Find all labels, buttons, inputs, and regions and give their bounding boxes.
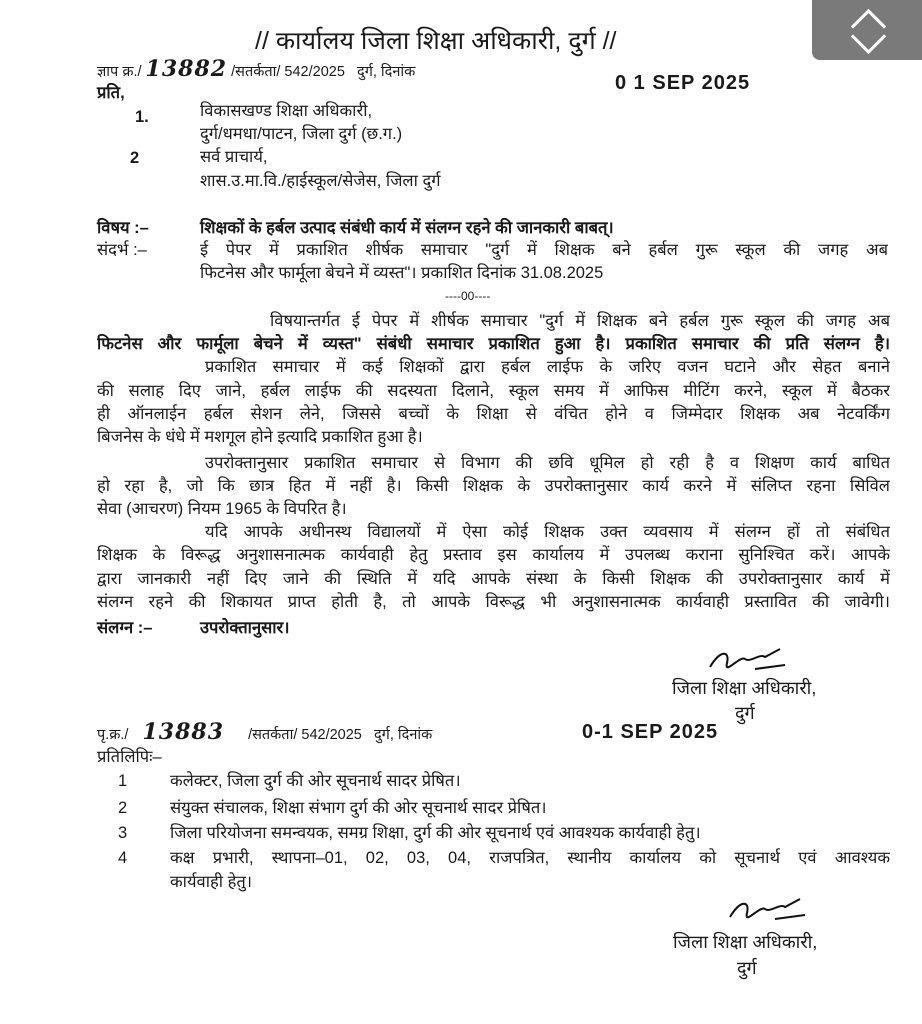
signatory-title-2: जिला शिक्षा अधिकारी, [673, 932, 818, 952]
to-line: शास.उ.मा.वि./हाईस्कूल/सेजेस, जिला दुर्ग [200, 172, 441, 190]
subject-label: विषय :– [97, 219, 149, 237]
copy-prefix: पृ.क्र./ [97, 727, 129, 743]
copy-item: कार्यवाही हेतु। [170, 873, 253, 891]
to-num-1: 1. [135, 108, 149, 126]
signature-1 [705, 645, 795, 675]
copy-num: 1 [118, 772, 128, 790]
signatory-title-1: जिला शिक्षा अधिकारी, [672, 678, 817, 698]
signature-2 [725, 895, 815, 925]
subject-text: शिक्षकों के हर्बल उत्पाद संबंधी कार्य में संलग्न रहने की जानकारी बाबत्। [200, 219, 614, 237]
body-line: संलग्न रहने की शिकायत प्राप्त होती है, तो आपके विरूद्ध भी अनुशासनात्मक कार्यवाही प्रस्तावित की जावेगी। [97, 593, 890, 611]
copy-item: कलेक्टर, जिला दुर्ग की ओर सूचनार्थ सादर प्रेषित। [170, 772, 461, 790]
reference-label: संदर्भ :– [97, 241, 147, 259]
body-line: की सलाह दिए जाने, हर्बल लाईफ की सदस्यता दिलाने, स्कूल समय में आफिस मीटिंग करने, स्कूल में बैठकर [97, 382, 890, 400]
copy-num: 3 [118, 824, 128, 842]
body-line: उपरोक्तानुसार प्रकाशित समाचार से विभाग की छवि धूमिल हो रही है व शिक्षण कार्य बाधित [205, 454, 890, 472]
body-line: द्वारा जानकारी नहीं दिए जाने की स्थिति में यदि आपके संस्था के किसी शिक्षक की उपरोक्तानुसार कार्य में [97, 570, 890, 588]
office-header: // कार्यालय जिला शिक्षा अधिकारी, दुर्ग // [255, 27, 617, 55]
copy-number: 13883 [142, 719, 225, 745]
body-line: विषयान्तर्गत ई पेपर में शीर्षक समाचार "दुर्ग में शिक्षक बने हर्बल गुरू स्कूल की जगह अब [270, 312, 890, 330]
to-label: प्रति, [97, 84, 125, 102]
to-num-2: 2 [130, 149, 140, 167]
copy-label: प्रतिलिपिः– [97, 748, 162, 766]
separator: ----00---- [445, 289, 491, 303]
body-line: बिजनेस के धंधे में मशगूल होने इत्यादि प्रकाशित हुआ है। [97, 428, 423, 446]
body-line: प्रकाशित समाचार में कई शिक्षकों द्वारा हर्बल लाईफ के जरिए वजन घटाने और सेहत बनाने [205, 358, 890, 376]
enclosure-label: संलग्न :– [97, 619, 153, 637]
copy-item: संयुक्त संचालक, शिक्षा संभाग दुर्ग की ओर सूचनार्थ सादर प्रेषित। [170, 799, 547, 817]
memo-ref: /सतर्कता/ 542/2025 दुर्ग, दिनांक [231, 64, 416, 80]
body-line: फिटनेस और फार्मूला बेचने में व्यस्त" संबंधी समाचार प्रकाशित हुआ है। प्रकाशित समाचार की प्रति संलग्न है। [97, 335, 890, 353]
body-line: हो रहा है, जो कि छात्र हित में नहीं है। किसी शिक्षक के उपरोक्तानुसार कार्य करने में संलिप्त रहना सिविल [97, 477, 890, 495]
copy-num: 4 [118, 849, 128, 867]
signatory-place-2: दुर्ग [737, 958, 757, 978]
body-line: ही ऑनलाईन हर्बल सेशन लेने, जिससे बच्चों के शिक्षा से वंचित होने व जिम्मेदार शिक्षक अब नेटवर्किंग [97, 405, 890, 423]
memo-prefix: ज्ञाप क्र./ [97, 64, 142, 80]
to-line: सर्व प्राचार्य, [200, 148, 268, 166]
reference-line: फिटनेस और फार्मूला बेचने में व्यस्त"। प्रकाशित दिनांक 31.08.2025 [200, 264, 604, 282]
copy-date-stamp: 0-1 SEP 2025 [582, 721, 719, 743]
memo-number: 13882 [145, 56, 228, 82]
to-line: विकासखण्ड शिक्षा अधिकारी, [200, 102, 373, 120]
copy-item: जिला परियोजना समन्वयक, समग्र शिक्षा, दुर्ग की ओर सूचनार्थ एवं आवश्यक कार्यवाही हेतु। [170, 824, 701, 842]
copy-ref: /सतर्कता/ 542/2025 दुर्ग, दिनांक [248, 727, 433, 743]
date-stamp: 0 1 SEP 2025 [615, 72, 751, 94]
signatory-place-1: दुर्ग [735, 703, 755, 723]
enclosure-text: उपरोक्तानुसार। [200, 619, 290, 637]
copy-memo-line [97, 721, 432, 746]
copy-item: कक्ष प्रभारी, स्थापना–01, 02, 03, 04, राजपत्रित, स्थानीय कार्यालय को सूचनार्थ एवं आवश्यक [170, 849, 890, 867]
page-nav-control [812, 0, 922, 60]
memo-line [97, 58, 415, 83]
to-line: दुर्ग/धमधा/पाटन, जिला दुर्ग (छ.ग.) [200, 125, 403, 143]
reference-line: ई पेपर में प्रकाशित शीर्षक समाचार "दुर्ग में शिक्षक बने हर्बल गुरू स्कूल की जगह अब [200, 241, 888, 259]
copy-num: 2 [118, 799, 128, 817]
body-line: सेवा (आचरण) नियम 1965 के विपरित है। [97, 500, 347, 518]
body-line: यदि आपके अधीनस्थ विद्यालयों में ऐसा कोई शिक्षक उक्त व्यवसाय में संलग्न हों तो संबंधित [205, 523, 890, 541]
body-line: शिक्षक के विरूद्ध अनुशासनात्मक कार्यवाही हेतु प्रस्ताव इस कार्यालय में उपलब्ध कराना सुनिश्चित करें। आपके [97, 546, 890, 564]
